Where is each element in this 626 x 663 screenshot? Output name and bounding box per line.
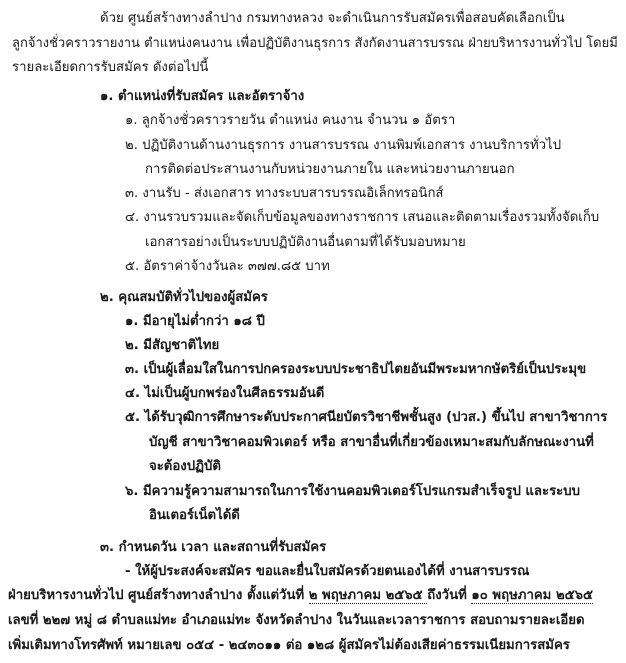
section2-item-1: ๑. มีอายุไม่ต่ำกว่า ๑๘ ปี	[125, 314, 265, 329]
section3-line-2-text-b: ถึงวันที่	[427, 588, 467, 603]
section3-line-2	[8, 586, 593, 606]
section3-line-3: เลขที่ ๒๒๗ หมู่ ๘ ตำบลแม่ทะ อำเภอแม่ทะ จังหวัดลำปาง ในวันและเวลาราชการ สอบถามรายละเอียด	[8, 613, 585, 628]
section1-item-1: ๑. ลูกจ้างชั่วคราวรายวัน ตำแหน่ง คนงาน จำนวน ๑ อัตรา	[125, 113, 456, 128]
section2-item-3: ๓. เป็นผู้เลื่อมใสในการปกครองระบบประชาธิปไตยอันมีพระมหากษัตริย์เป็นประมุข	[125, 362, 587, 377]
section2-item-2: ๒. มีสัญชาติไทย	[125, 338, 220, 353]
section3-heading: ๓. กำหนดวัน เวลา และสถานที่รับสมัคร	[100, 540, 327, 555]
section1-item-2: ๒. ปฏิบัติงานด้านงานธุรการ งานสารบรรณ งานพิมพ์เอกสาร งานบริการทั่วไป	[125, 138, 562, 153]
section2-item-5-cont-1: บัญชี สาขาวิชาคอมพิวเตอร์ หรือ สาขาอื่นที่เกี่ยวข้องเหมาะสมกับลักษณะงานที่	[149, 435, 594, 450]
section2-item-6: ๖. มีความรู้ความสามารถในการใช้งานคอมพิวเตอร์โปรแกรมสำเร็จรูป และระบบ	[125, 484, 580, 499]
section2-item-5-cont-2: จะต้องปฏิบัติ	[149, 459, 221, 474]
section3-start-date: ๒ พฤษภาคม ๒๕๖๕	[308, 588, 428, 603]
section3-line-1: - ให้ผู้ประสงค์จะสมัคร ขอและยื่นใบสมัครด้วยตนเองได้ที่ งานสารบรรณ	[125, 564, 530, 579]
section2-item-5: ๕. ได้รับวุฒิการศึกษาระดับประกาศนียบัตรวิชาชีพชั้นสูง (ปวส.) ขึ้นไป สาขาวิชาการ	[125, 410, 608, 425]
section1-item-3: ๓. งานรับ - ส่งเอกสาร ทางระบบสารบรรณอิเล็กทรอนิกส์	[125, 186, 444, 201]
section1-item-2-cont: การติดต่อประสานงานกับหน่วยงานภายใน และหน่วยงานภายนอก	[145, 162, 515, 177]
intro-line-3: รายละเอียดการรับสมัคร ดังต่อไปนี้	[12, 60, 209, 75]
section1-item-4: ๔. งานรวบรวมและจัดเก็บข้อมูลของทางราชการ เสนอและติดตามเรื่องรวมทั้งจัดเก็บ	[125, 210, 600, 225]
section1-item-4-cont: เอกสารอย่างเป็นระบบปฏิบัติงานอื่นตามที่ได้รับมอบหมาย	[145, 235, 466, 250]
section2-heading: ๒. คุณสมบัติทั่วไปของผู้สมัคร	[100, 290, 268, 305]
intro-line-2: ลูกจ้างชั่วคราวรายงาน ตำแหน่งคนงาน เพื่อปฏิบัติงานธุรการ สังกัดงานสารบรรณ ฝ่ายบริหารงานทั่วไป โดยมี	[12, 36, 618, 51]
section2-item-6-cont: อินเตอร์เน็ตได้ดี	[149, 508, 240, 523]
intro-line-1: ด้วย ศูนย์สร้างทางลำปาง กรมทางหลวง จะดำเนินการรับสมัครเพื่อสอบคัดเลือกเป็น	[100, 11, 565, 26]
section1-item-5: ๕. อัตราค่าจ้างวันละ ๓๗๗.๘๕ บาท	[125, 259, 330, 274]
section3-line-2-text-a: ฝ่ายบริหารงานทั่วไป ศูนย์สร้างทางลำปาง ตั้งแต่วันที่	[8, 588, 305, 603]
section3-line-4: เพิ่มเติมทางโทรศัพท์ หมายเลข ๐๕๔ - ๒๔๓๐๑๑ ต่อ ๑๒๘ ผู้สมัครไม่ต้องเสียค่าธรรมเนียมการสมัคร	[8, 638, 570, 653]
section2-item-4: ๔. ไม่เป็นผู้บกพร่องในศีลธรรมอันดี	[125, 386, 325, 401]
section1-heading: ๑. ตำแหน่งที่รับสมัคร และอัตราจ้าง	[100, 89, 305, 104]
section3-end-date: ๑๐ พฤษภาคม ๒๕๖๕	[471, 588, 593, 603]
